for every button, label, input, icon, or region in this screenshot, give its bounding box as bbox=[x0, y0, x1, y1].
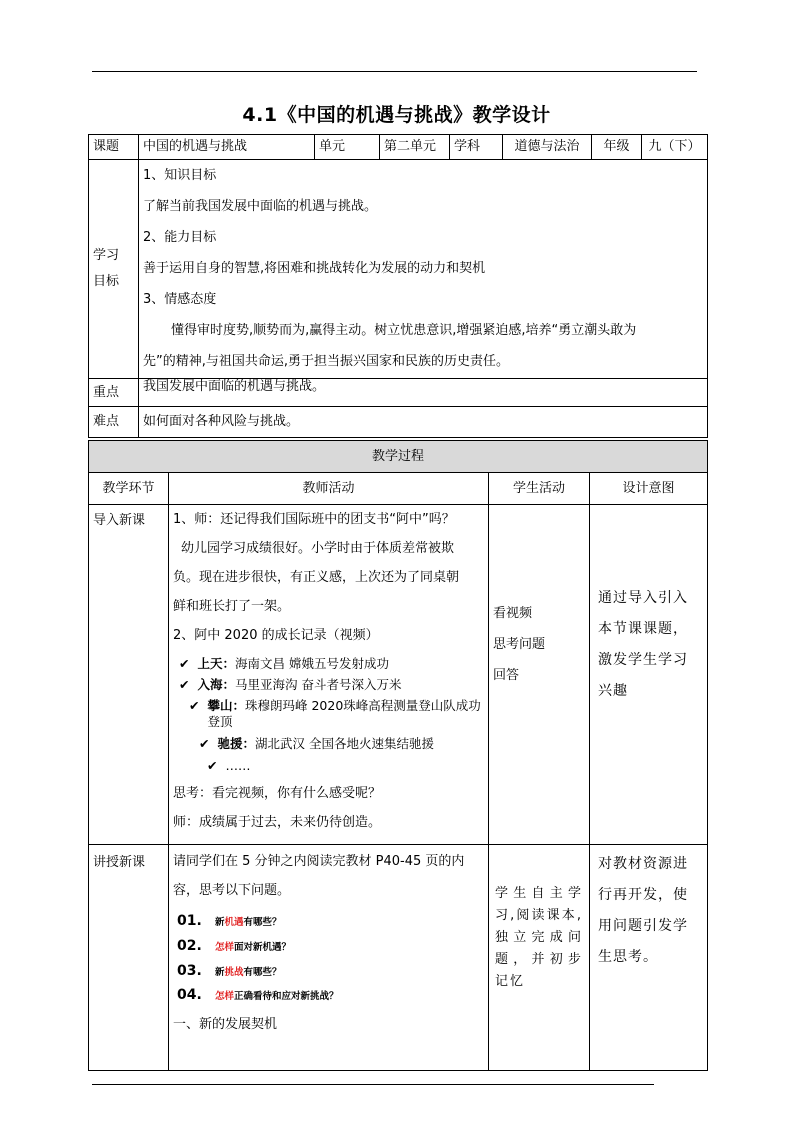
difficulty-value: 如何面对各种风险与挑战。 bbox=[139, 407, 708, 438]
col-header-intent: 设计意图 bbox=[590, 473, 708, 505]
list-item: ✔ 攀山：珠穆朗玛峰 2020珠峰高程测量登山队成功登顶 bbox=[189, 698, 481, 729]
check-icon: ✔ bbox=[179, 656, 190, 671]
list-item: ✔ 驰援：湖北武汉 全国各地火速集结驰援 bbox=[199, 736, 434, 751]
question-item: 03. 新挑战有哪些？ bbox=[177, 962, 282, 979]
topic-label: 课题 bbox=[89, 135, 139, 160]
key-point-value: 我国发展中面临的机遇与挑战。 bbox=[139, 379, 708, 407]
teacher-line: 思考：看完视频，你有什么感受呢？ bbox=[173, 786, 382, 801]
goals-row bbox=[89, 160, 708, 379]
goal-line: 2、能力目标 bbox=[143, 230, 217, 245]
top-rule bbox=[92, 71, 697, 72]
col-header-teacher: 教师活动 bbox=[169, 473, 489, 505]
intro-design-intent: 通过导入引入本节课课题，激发学生学习兴趣 bbox=[590, 505, 708, 845]
lecture-teacher-activity bbox=[169, 845, 489, 1071]
lecture-row bbox=[89, 845, 708, 1071]
lesson-info-table bbox=[88, 134, 708, 438]
teaching-process-table bbox=[88, 440, 708, 1071]
teacher-line: 2、阿中 2020 的成长记录（视频） bbox=[173, 628, 379, 643]
check-icon: ✔ bbox=[189, 698, 200, 713]
goal-line: 3、情感态度 bbox=[143, 292, 217, 307]
check-icon: ✔ bbox=[207, 758, 218, 773]
goal-line: 了解当前我国发展中面临的机遇与挑战。 bbox=[143, 199, 378, 214]
goals-label: 学习 目标 bbox=[89, 160, 139, 379]
unit-value: 第二单元 bbox=[380, 135, 450, 160]
lecture-design-intent: 对教材资源进行再开发，使用问题引发学生思考。 bbox=[590, 845, 708, 1071]
intro-teacher-activity bbox=[169, 505, 489, 845]
teacher-line: 鲜和班长打了一架。 bbox=[173, 599, 291, 614]
teacher-line: 请同学们在 5 分钟之内阅读完教材 P40-45 页的内 bbox=[173, 854, 465, 869]
topic-value: 中国的机遇与挑战 bbox=[139, 135, 315, 160]
question-item: 04. 怎样正确看待和应对新挑战？ bbox=[177, 987, 339, 1004]
unit-label: 单元 bbox=[315, 135, 380, 160]
teacher-line: 1、师：还记得我们国际班中的团支书“阿中”吗？ bbox=[173, 512, 455, 527]
teacher-line: 负。现在进步很快，有正义感，上次还为了同桌朝 bbox=[173, 570, 460, 585]
goal-line: 懂得审时度势,顺势而为,赢得主动。树立忧患意识,增强紧迫感,培养“勇立潮头敢为 bbox=[171, 323, 637, 338]
subject-label: 学科 bbox=[450, 135, 503, 160]
process-header-row bbox=[89, 441, 708, 473]
key-point-label: 重点 bbox=[89, 379, 139, 407]
video-bullet-list bbox=[173, 656, 484, 773]
student-line: 回答 bbox=[493, 668, 520, 683]
lecture-stage: 讲授新课 bbox=[89, 845, 169, 1071]
intro-student-activity bbox=[489, 505, 590, 845]
subject-value: 道德与法治 bbox=[503, 135, 592, 160]
goal-line: 1、知识目标 bbox=[143, 168, 217, 183]
check-icon: ✔ bbox=[179, 677, 190, 692]
teacher-line: 幼儿园学习成绩很好。小学时由于体质差常被欺 bbox=[181, 541, 455, 556]
process-header: 教学过程 bbox=[89, 441, 708, 473]
key-point-row bbox=[89, 379, 708, 407]
difficulty-row bbox=[89, 407, 708, 438]
student-line: 看视频 bbox=[493, 606, 533, 621]
intro-row bbox=[89, 505, 708, 845]
list-item: ✔ …… bbox=[207, 758, 251, 773]
info-row bbox=[89, 135, 708, 160]
question-item: 02. 怎样面对新机遇？ bbox=[177, 937, 292, 954]
question-item: 01. 新机遇有哪些？ bbox=[177, 913, 282, 929]
col-header-stage: 教学环节 bbox=[89, 473, 169, 505]
grade-label: 年级 bbox=[592, 135, 642, 160]
teacher-line: 师：成绩属于过去，未来仍待创造。 bbox=[173, 815, 382, 830]
list-item: ✔ 入海：马里亚海沟 奋斗者号深入万米 bbox=[179, 677, 402, 692]
teacher-line: 容，思考以下问题。 bbox=[173, 883, 291, 898]
lecture-student-activity: 学生自主学习,阅读课本,独立完成问题，并初步记忆 bbox=[489, 845, 590, 1071]
list-item: ✔ 上天：海南文昌 嫦娥五号发射成功 bbox=[179, 656, 389, 671]
check-icon: ✔ bbox=[199, 736, 210, 751]
bottom-rule bbox=[92, 1084, 654, 1085]
col-header-student: 学生活动 bbox=[489, 473, 590, 505]
student-line: 思考问题 bbox=[493, 637, 546, 652]
goal-line: 善于运用自身的智慧,将困难和挑战转化为发展的动力和契机 bbox=[143, 261, 486, 276]
intro-stage: 导入新课 bbox=[89, 505, 169, 845]
goals-content bbox=[139, 160, 708, 379]
grade-value: 九（下） bbox=[642, 135, 708, 160]
page-title: 4.1《中国的机遇与挑战》教学设计 bbox=[242, 104, 551, 126]
question-list bbox=[173, 913, 484, 1004]
section-heading: 一、新的发展契机 bbox=[173, 1017, 278, 1033]
column-header-row bbox=[89, 473, 708, 505]
difficulty-label: 难点 bbox=[89, 407, 139, 438]
goal-line: 先”的精神,与祖国共命运,勇于担当振兴国家和民族的历史责任。 bbox=[143, 354, 509, 369]
